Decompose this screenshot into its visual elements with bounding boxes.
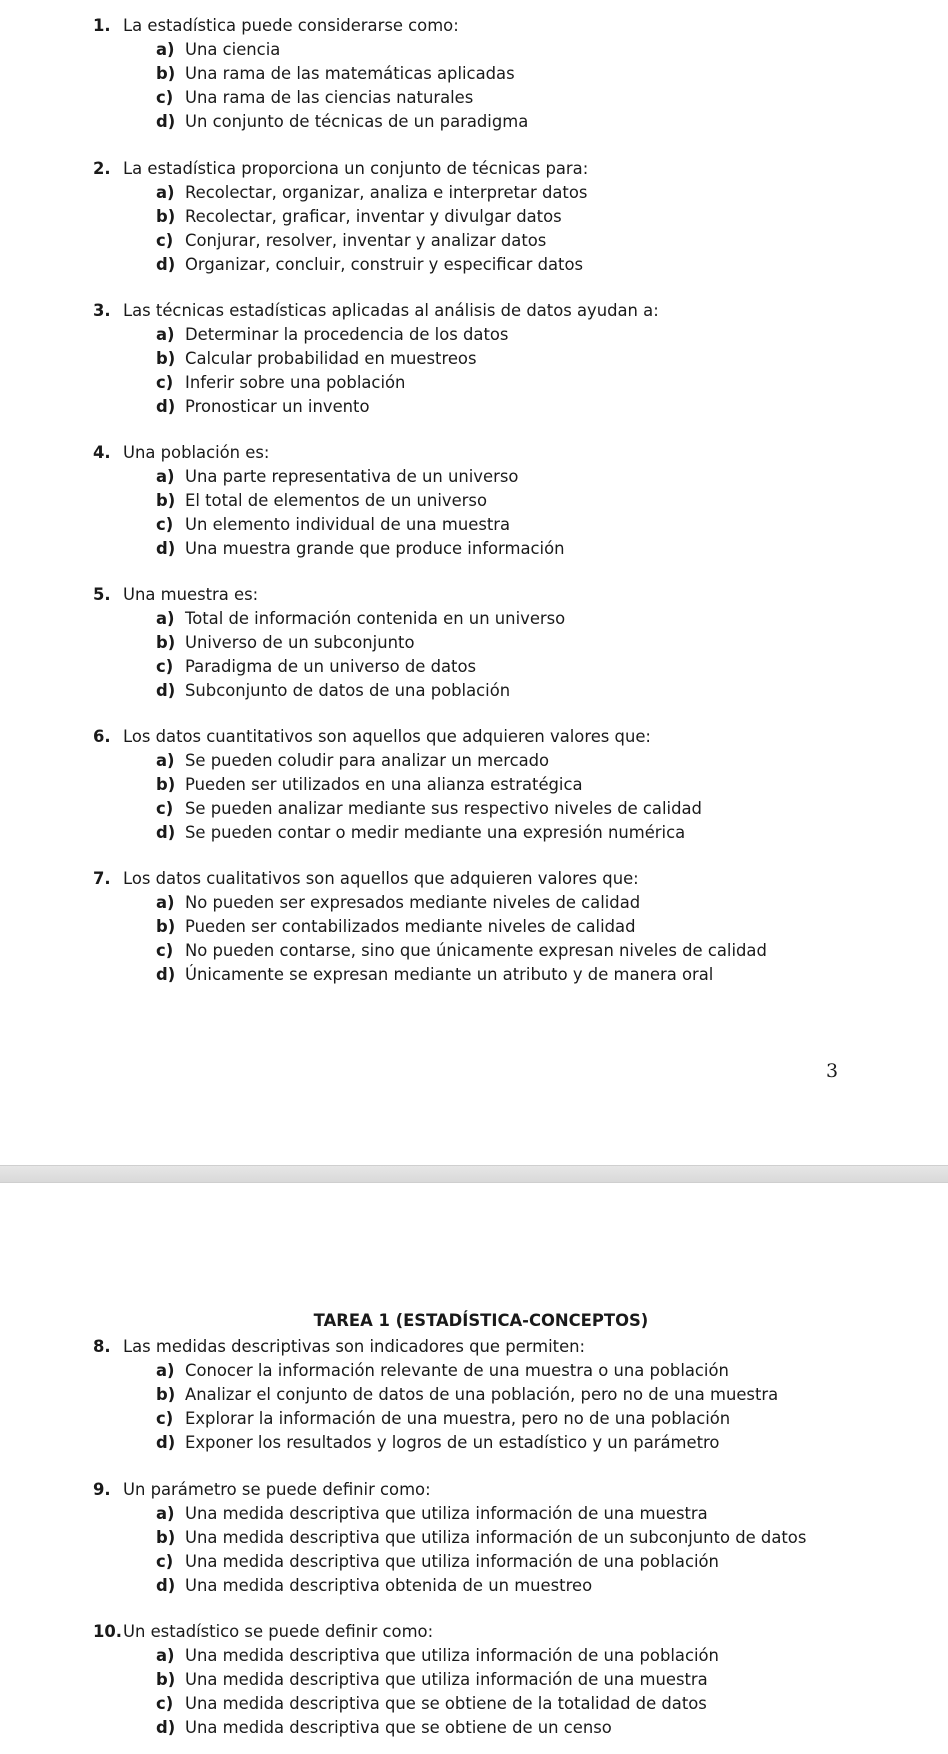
option-letter: b) [156,917,176,936]
option-text: Analizar el conjunto de datos de una población, pero no de una muestra [185,1385,779,1404]
question-9 [93,1478,806,1598]
option-text: Una muestra grande que produce información [185,539,565,558]
answer-option [93,915,767,939]
option-letter: a) [156,325,175,344]
option-letter: b) [156,775,176,794]
question-number: 4. [93,443,111,462]
question-stem [93,157,588,181]
option-text: Una medida descriptiva que se obtiene de la totalidad de datos [185,1694,707,1713]
question-2 [93,157,588,277]
answer-option [93,62,528,86]
option-letter: b) [156,1528,176,1547]
answer-option [93,181,588,205]
option-text: Exponer los resultados y logros de un estadístico y un parámetro [185,1433,720,1452]
option-text: Pueden ser utilizados en una alianza estratégica [185,775,583,794]
option-letter: a) [156,40,175,59]
answer-option [93,110,528,134]
answer-option [93,1550,806,1574]
answer-option [93,395,659,419]
answer-option [93,86,528,110]
option-text: Pronosticar un invento [185,397,370,416]
answer-option [93,537,565,561]
option-text: Una rama de las matemáticas aplicadas [185,64,515,83]
answer-option [93,1644,719,1668]
option-text: Pueden ser contabilizados mediante niveles de calidad [185,917,636,936]
option-letter: b) [156,64,176,83]
question-text: Una población es: [123,443,270,462]
question-number: 8. [93,1337,111,1356]
option-text: Un conjunto de técnicas de un paradigma [185,112,529,131]
option-text: Se pueden analizar mediante sus respectivo niveles de calidad [185,799,702,818]
option-letter: b) [156,207,176,226]
option-text: Universo de un subconjunto [185,633,415,652]
answer-option [93,205,588,229]
answer-option [93,465,565,489]
question-number: 5. [93,585,111,604]
option-text: Subconjunto de datos de una población [185,681,511,700]
answer-option [93,371,659,395]
answer-option [93,1383,778,1407]
question-text: Las técnicas estadísticas aplicadas al análisis de datos ayudan a: [123,301,659,320]
option-letter: d) [156,1718,176,1737]
option-letter: d) [156,539,176,558]
question-stem [93,1478,806,1502]
answer-option [93,797,702,821]
option-letter: a) [156,1361,175,1380]
answer-option [93,1716,719,1740]
option-letter: b) [156,1670,176,1689]
option-text: Una medida descriptiva que se obtiene de un censo [185,1718,612,1737]
option-letter: d) [156,112,176,131]
question-text: Los datos cualitativos son aquellos que adquieren valores que: [123,869,639,888]
question-10 [93,1620,719,1740]
answer-option [93,38,528,62]
question-stem [93,441,565,465]
option-letter: b) [156,491,176,510]
option-text: Únicamente se expresan mediante un atributo y de manera oral [185,965,714,984]
option-letter: b) [156,1385,176,1404]
question-number: 10. [93,1622,123,1641]
question-8 [93,1335,778,1455]
option-letter: c) [156,1552,174,1571]
page-title: TAREA 1 (ESTADÍSTICA-CONCEPTOS) [313,1311,649,1330]
option-text: Una rama de las ciencias naturales [185,88,474,107]
option-letter: c) [156,1694,174,1713]
option-letter: c) [156,88,174,107]
option-text: Organizar, concluir, construir y especificar datos [185,255,584,274]
question-7 [93,867,767,987]
question-stem [93,725,702,749]
option-letter: c) [156,657,174,676]
option-text: Recolectar, graficar, inventar y divulgar datos [185,207,562,226]
answer-option [93,253,588,277]
option-text: Conocer la información relevante de una muestra o una población [185,1361,729,1380]
question-number: 1. [93,16,111,35]
option-letter: b) [156,633,176,652]
option-text: Una medida descriptiva que utiliza información de un subconjunto de datos [185,1528,807,1547]
question-5 [93,583,565,703]
question-number: 9. [93,1480,111,1499]
question-text: La estadística proporciona un conjunto de técnicas para: [123,159,589,178]
option-text: Se pueden coludir para analizar un mercado [185,751,550,770]
question-text: Los datos cuantitativos son aquellos que adquieren valores que: [123,727,651,746]
question-text: La estadística puede considerarse como: [123,16,459,35]
answer-option [93,1431,778,1455]
option-letter: d) [156,823,176,842]
question-stem [93,867,767,891]
option-letter: d) [156,1576,176,1595]
answer-option [93,347,659,371]
option-letter: a) [156,183,175,202]
option-letter: a) [156,1646,175,1665]
question-number: 6. [93,727,111,746]
answer-option [93,1526,806,1550]
question-6 [93,725,702,845]
answer-option [93,891,767,915]
option-text: Una medida descriptiva obtenida de un muestreo [185,1576,593,1595]
option-text: Una medida descriptiva que utiliza información de una población [185,1646,719,1665]
answer-option [93,1502,806,1526]
option-letter: c) [156,515,174,534]
question-stem [93,14,528,38]
option-letter: a) [156,609,175,628]
option-text: Calcular probabilidad en muestreos [185,349,477,368]
question-stem [93,1335,778,1359]
answer-option [93,963,767,987]
option-text: Paradigma de un universo de datos [185,657,477,676]
question-stem [93,1620,719,1644]
option-text: Una medida descriptiva que utiliza información de una muestra [185,1504,708,1523]
question-3 [93,299,659,419]
option-text: Una parte representativa de un universo [185,467,519,486]
question-4 [93,441,565,561]
option-letter: d) [156,965,176,984]
option-text: Una ciencia [185,40,281,59]
answer-option [93,1668,719,1692]
answer-option [93,655,565,679]
option-letter: a) [156,1504,175,1523]
question-stem [93,583,565,607]
option-letter: a) [156,751,175,770]
answer-option [93,489,565,513]
question-text: Las medidas descriptivas son indicadores que permiten: [123,1337,586,1356]
option-text: Recolectar, organizar, analiza e interpretar datos [185,183,588,202]
option-letter: c) [156,941,174,960]
option-text: No pueden contarse, sino que únicamente expresan niveles de calidad [185,941,767,960]
answer-option [93,607,565,631]
option-letter: c) [156,231,174,250]
option-text: Se pueden contar o medir mediante una expresión numérica [185,823,686,842]
answer-option [93,939,767,963]
question-number: 2. [93,159,111,178]
answer-option [93,1359,778,1383]
page-number: 3 [826,1060,839,1082]
answer-option [93,821,702,845]
answer-option [93,1692,719,1716]
option-letter: b) [156,349,176,368]
option-letter: d) [156,1433,176,1452]
answer-option [93,1574,806,1598]
option-text: Una medida descriptiva que utiliza información de una muestra [185,1670,708,1689]
option-letter: c) [156,1409,174,1428]
answer-option [93,513,565,537]
option-text: Un elemento individual de una muestra [185,515,511,534]
option-text: El total de elementos de un universo [185,491,487,510]
option-text: Conjurar, resolver, inventar y analizar datos [185,231,547,250]
option-letter: a) [156,893,175,912]
option-text: Determinar la procedencia de los datos [185,325,509,344]
question-1 [93,14,528,134]
option-letter: a) [156,467,175,486]
option-text: Una medida descriptiva que utiliza información de una población [185,1552,719,1571]
option-text: Total de información contenida en un universo [185,609,566,628]
answer-option [93,1407,778,1431]
answer-option [93,679,565,703]
option-text: No pueden ser expresados mediante niveles de calidad [185,893,641,912]
answer-option [93,773,702,797]
answer-option [93,631,565,655]
option-letter: d) [156,255,176,274]
page-separator [0,1165,948,1183]
option-letter: d) [156,397,176,416]
answer-option [93,323,659,347]
question-text: Un parámetro se puede definir como: [123,1480,431,1499]
question-number: 3. [93,301,111,320]
question-text: Una muestra es: [123,585,259,604]
answer-option [93,749,702,773]
question-number: 7. [93,869,111,888]
answer-option [93,229,588,253]
question-text: Un estadístico se puede definir como: [123,1622,434,1641]
option-letter: c) [156,373,174,392]
option-letter: c) [156,799,174,818]
question-stem [93,299,659,323]
option-text: Explorar la información de una muestra, pero no de una población [185,1409,731,1428]
option-letter: d) [156,681,176,700]
option-text: Inferir sobre una población [185,373,406,392]
